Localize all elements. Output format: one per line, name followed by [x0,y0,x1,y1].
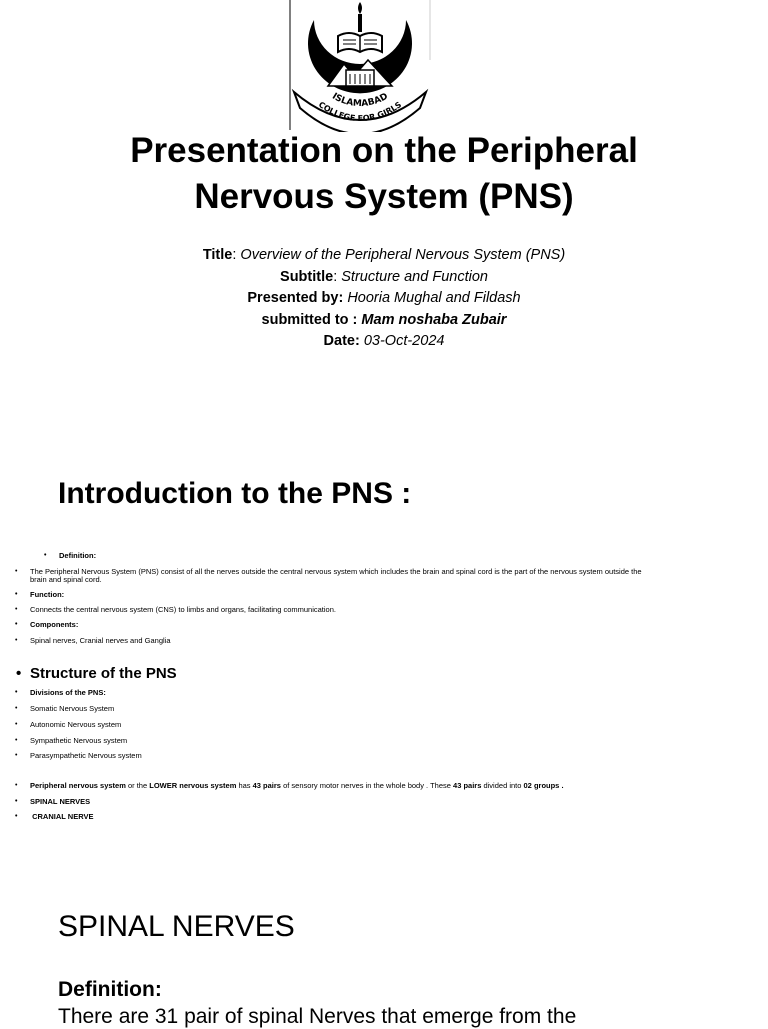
meta-row [84,310,684,332]
meta-value: 03-Oct-2024 [363,333,445,349]
meta-row [84,288,684,310]
division-item: • Autonomic Nervous system [15,720,122,729]
division-item: • Parasympathetic Nervous system [15,751,142,760]
meta-row: Title: Overview of the Peripheral Nervous System (PNS) [202,247,566,263]
spinal-definition-text: There are 31 pair of spinal Nerves that emerge from the [58,1005,577,1028]
logo-text-top: ISLAMABAD [330,91,390,110]
components-text: • Spinal nerves, Cranial nerves and Ganglia [15,636,171,645]
cover-meta [84,245,684,353]
pns-summary: • Peripheral nervous system or the LOWER nervous system has 43 pairs of sensory motor nerves in the whole body . These 43 pairs divided into 02 groups . [15,781,564,790]
division-item: • Sympathetic Nervous system [15,736,128,745]
intro-heading: Introduction to the PNS : [58,477,412,510]
presentation-title: Presentation on the Peripheral Nervous System (PNS) [130,131,638,216]
meta-label: Subtitle [280,268,334,285]
function-label: • Function: [15,590,65,599]
spinal-definition-label: Definition: [58,978,162,1001]
group-cranial: • CRANIAL NERVE [15,812,94,821]
svg-text:ISLAMABAD [330,92,390,110]
meta-value: Hooria Mughal and Fildash [347,290,521,306]
components-label: • Components: [15,620,79,629]
group-spinal: • SPINAL NERVES [15,797,91,806]
meta-value: Structure and Function [341,268,488,285]
division-item: • Somatic Nervous System [15,704,115,713]
definition-label: • Definition: [44,551,97,560]
structure-heading: • Structure of the PNS [16,665,177,682]
meta-value: Overview of the Peripheral Nervous System (PNS) [240,247,566,263]
meta-label: Title [202,247,233,263]
function-text: • Connects the central nervous system (CNS) to limbs and organs, facilitating communication. [15,605,336,614]
meta-row [84,331,684,353]
meta-value: Mam noshaba Zubair [361,311,507,328]
logo-text-bottom: COLLEGE FOR GIRLS [316,100,404,124]
spinal-nerves-heading: SPINAL NERVES [58,910,295,943]
divisions-label: • Divisions of the PNS: [15,688,106,697]
meta-label: Presented by: [247,290,344,306]
definition-text: • The Peripheral Nervous System (PNS) consist of all the nerves outside the central nervous system which includes the brain and spinal cord is the part of the nervous system outside the brain and spinal cord. [15,567,642,584]
meta-label: submitted to : [261,311,358,328]
meta-label: Date: [323,333,360,349]
meta-row: Subtitle: Structure and Function [280,268,488,285]
college-logo [288,0,432,132]
